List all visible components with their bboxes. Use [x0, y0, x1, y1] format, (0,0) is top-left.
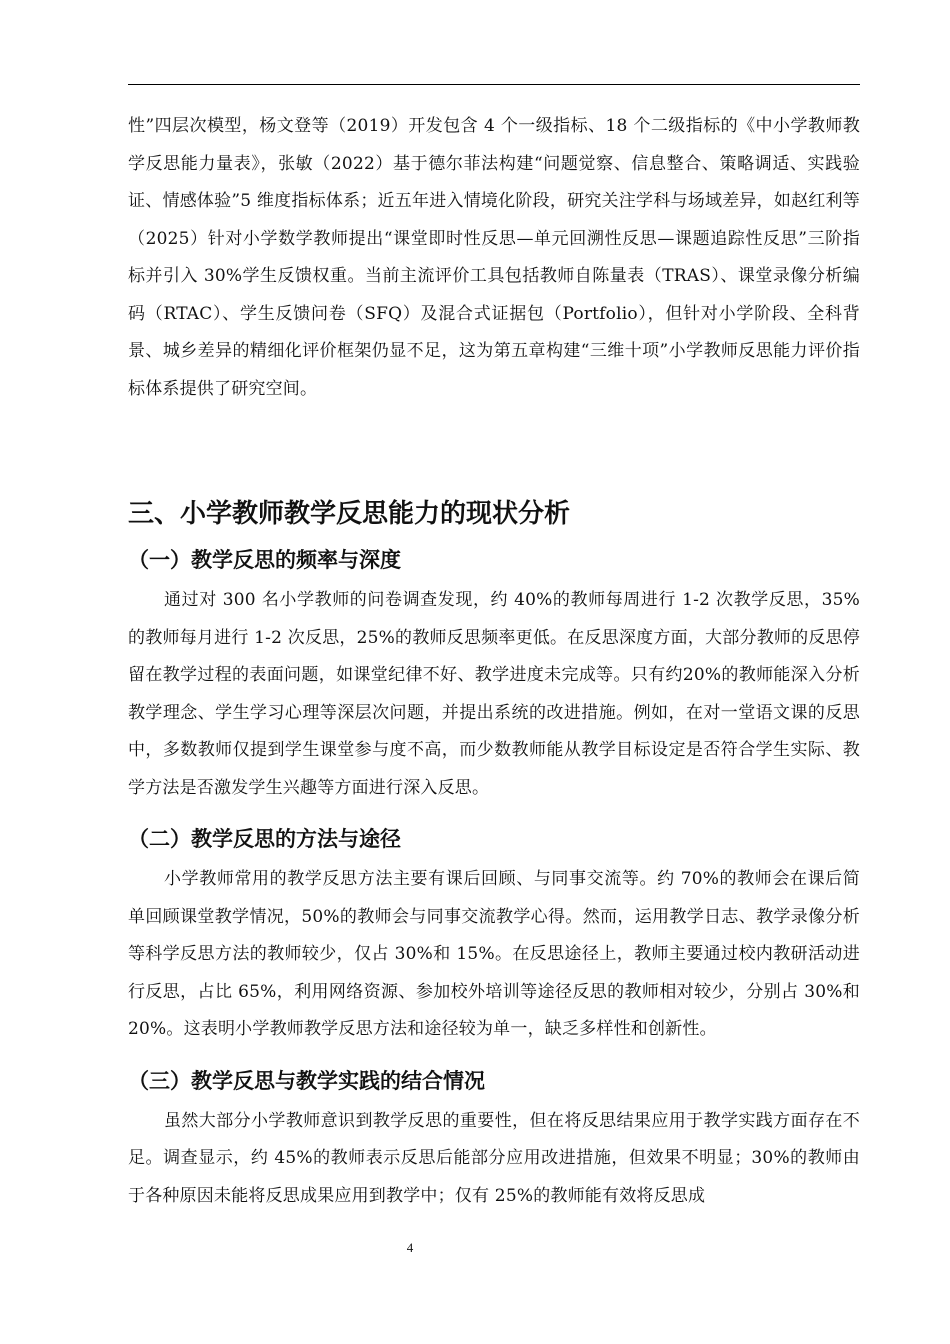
page-number: 4 [406, 1240, 414, 1255]
subsection-paragraph-2: 小学教师常用的教学反思方法主要有课后回顾、与同事交流等。约 70%的教师会在课后简单回顾课堂教学情况，50%的教师会与同事交流教学心得。然而，运用教学日志、教学录像分析等科学反思方法的教师较少，仅占 30%和 15%。在反思途径上，教师主要通过校内教研活动进行反思，占比 65%，利用网络资源、参加校外培训等途径反思的教师相对较少，分别占 30%和 20%。这表明小学教师教学反思方法和途径较为单一，缺乏多样性和创新性。 [128, 869, 860, 1039]
section-heading: 三、小学教师教学反思能力的现状分析 [128, 499, 571, 529]
subsection-heading-2: （二）教学反思的方法与途径 [128, 827, 401, 851]
subsection-paragraph-3: 虽然大部分小学教师意识到教学反思的重要性，但在将反思结果应用于教学实践方面存在不足。调查显示，约 45%的教师表示反思后能部分应用改进措施，但效果不明显；30%的教师由于各种原因未能将反思成果应用到教学中；仅有 25%的教师能有效将反思成 [128, 1110, 860, 1206]
subsection-heading-1: （一）教学反思的频率与深度 [128, 548, 401, 572]
intro-paragraph: 性”四层次模型，杨文登等（2019）开发包含 4 个一级指标、18 个二级指标的《中小学教师教学反思能力量表》，张敏（2022）基于德尔菲法构建“问题觉察、信息整合、策略调适、实践验证、情感体验”5 维度指标体系；近五年进入情境化阶段，研究关注学科与场域差异，如赵红利等（2025）针对小学数学教师提出“课堂即时性反思—单元回溯性反思—课题追踪性反思”三阶指标并引入 30%学生反馈权重。当前主流评价工具包括教师自陈量表（TRAS）、课堂录像分析编码（RTAC）、学生反馈问卷（SFQ）及混合式证据包（Portfolio），但针对小学阶段、全科背景、城乡差异的精细化评价框架仍显不足，这为第五章构建“三维十项”小学教师反思能力评价指标体系提供了研究空间。 [128, 116, 860, 399]
subsection-heading-3: （三）教学反思与教学实践的结合情况 [128, 1068, 485, 1093]
subsection-paragraph-1: 通过对 300 名小学教师的问卷调查发现，约 40%的教师每周进行 1-2 次教学反思，35%的教师每月进行 1-2 次反思，25%的教师反思频率更低。在反思深度方面，大部分教师的反思停留在教学过程的表面问题，如课堂纪律不好、教学进度未完成等。只有约20%的教师能深入分析教学理念、学生学习心理等深层次问题，并提出系统的改进措施。例如，在对一堂语文课的反思中，多数教师仅提到学生课堂参与度不高，而少数教师能从教学目标设定是否符合学生实际、教学方法是否激发学生兴趣等方面进行深入反思。 [128, 590, 860, 798]
header-rule [128, 84, 860, 85]
page-body [128, 108, 860, 1215]
